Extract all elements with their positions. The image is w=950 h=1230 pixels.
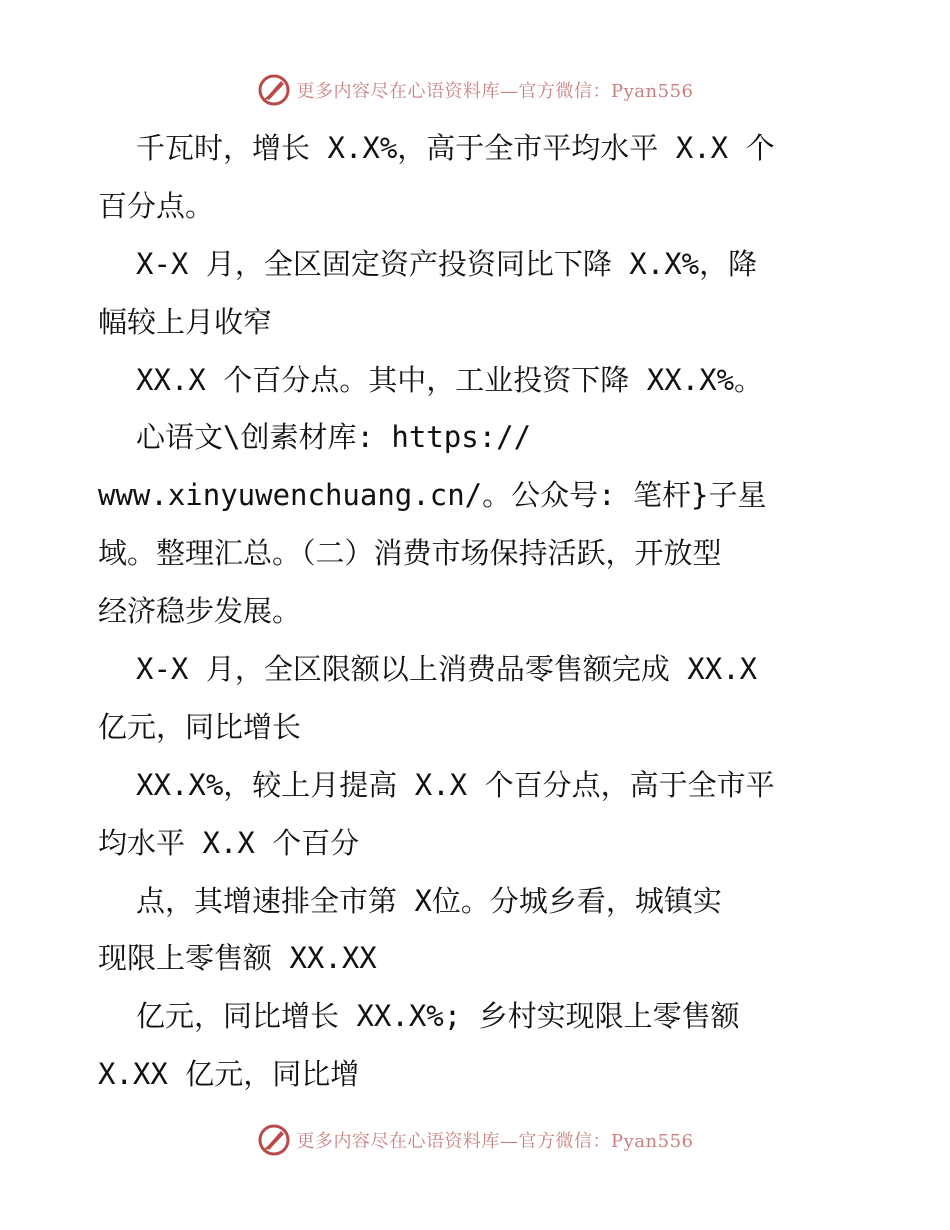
body-line: 百分点。	[98, 188, 215, 223]
body-line: 幅较上月收窄	[98, 304, 273, 339]
body-line: 心语文\创素材库: https://	[136, 420, 532, 455]
quill-pen-circle-icon	[257, 73, 291, 107]
body-line: 亿元，同比增长	[98, 709, 302, 744]
header-banner	[0, 70, 950, 110]
header-banner-text: 更多内容尽在心语资料库—官方微信：Pyan556	[296, 81, 694, 102]
body-line: 亿元，同比增长 XX.X%; 乡村实现限上零售额	[136, 999, 740, 1034]
body-line: 经济稳步发展。	[98, 594, 302, 629]
body-line: XX.X 个百分点。其中，工业投资下降 XX.X%。	[136, 362, 764, 397]
body-line: X-X 月，全区固定资产投资同比下降 X.X%，降	[136, 246, 758, 281]
body-line: 现限上零售额 XX.XX	[98, 941, 377, 976]
body-line: 千瓦时，增长 X.X%，高于全市平均水平 X.X 个	[136, 131, 775, 165]
body-line: 点，其增速排全市第 X位。分城乡看，城镇实	[136, 883, 722, 918]
body-line: www.xinyuwenchuang.cn/。公众号: 笔杆}子星	[98, 478, 767, 513]
body-line: XX.X%，较上月提高 X.X 个百分点，高于全市平	[136, 767, 775, 802]
body-line: 域。整理汇总。（二）消费市场保持活跃，开放型	[98, 536, 722, 571]
document-body	[98, 120, 858, 1104]
footer-banner	[0, 1120, 950, 1160]
quill-pen-circle-icon	[257, 1123, 291, 1157]
body-line: X.XX 亿元，同比增	[98, 1057, 360, 1092]
body-line: X-X 月，全区限额以上消费品零售额完成 XX.X	[136, 652, 758, 687]
footer-banner-text: 更多内容尽在心语资料库—官方微信：Pyan556	[296, 1131, 694, 1152]
body-line: 均水平 X.X 个百分	[98, 825, 360, 860]
